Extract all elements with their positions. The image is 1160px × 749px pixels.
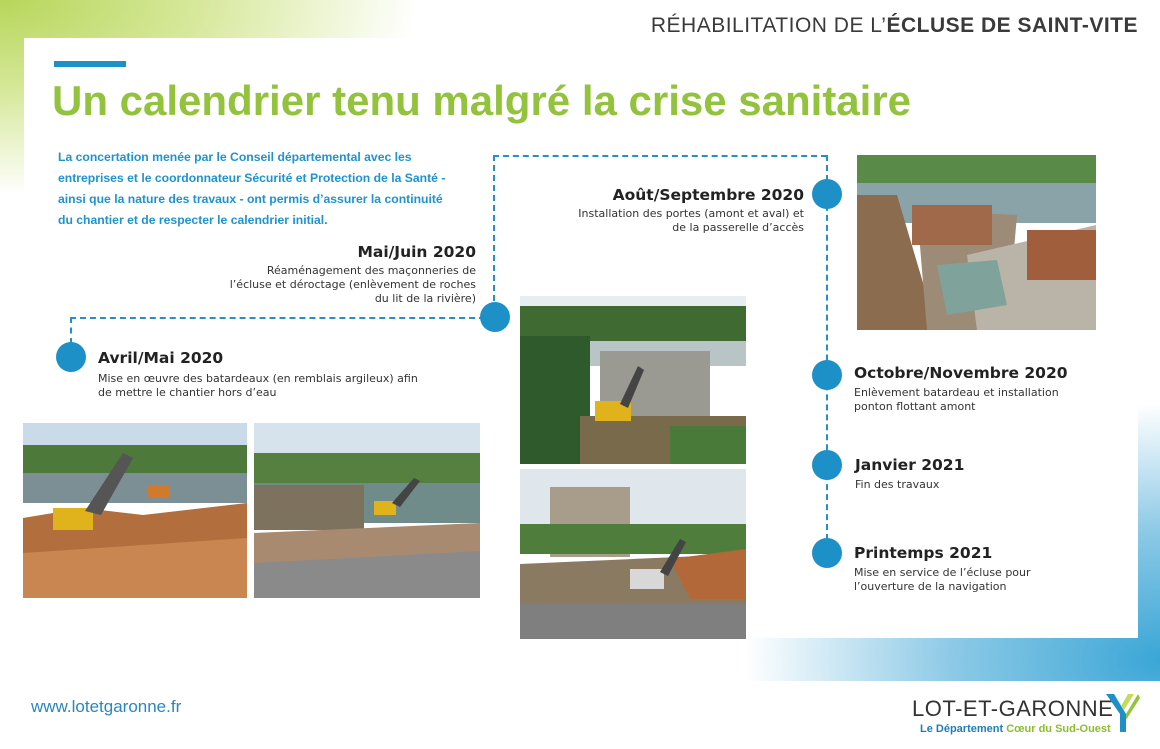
- event-title-aout-septembre-2020: Août/Septembre 2020: [612, 186, 804, 204]
- construction-photo-aerial-lock: [857, 155, 1096, 330]
- event-title-octobre-novembre-2020: Octobre/Novembre 2020: [854, 364, 1068, 382]
- logo-name: LOT-ET-GARONNE: [912, 696, 1114, 721]
- timeline-dot: [480, 302, 510, 332]
- timeline-dot: [812, 538, 842, 568]
- timeline-connector: [493, 155, 827, 157]
- event-desc-printemps-2021: Mise en service de l’écluse pour l’ouverture de la navigation: [854, 566, 1031, 593]
- event-desc-janvier-2021: Fin des travaux: [855, 478, 940, 491]
- construction-photo-lock-masonry: [520, 296, 746, 464]
- event-desc-aout-septembre-2020: Installation des portes (amont et aval) et de la passerelle d’accès: [578, 207, 804, 234]
- event-title-janvier-2021: Janvier 2021: [855, 456, 965, 474]
- timeline-dot: [56, 342, 86, 372]
- header-title-light: RÉHABILITATION DE L’: [650, 14, 887, 37]
- construction-photo-excavator-rocks: [520, 469, 746, 639]
- timeline-dot: [812, 450, 842, 480]
- event-desc-octobre-novembre-2020: Enlèvement batardeau et installation ponton flottant amont: [854, 386, 1059, 413]
- logo-tagline-text: Cœur du Sud-Ouest: [1006, 723, 1111, 735]
- event-title-mai-juin-2020: Mai/Juin 2020: [357, 243, 476, 261]
- timeline-connector: [70, 317, 72, 344]
- event-desc-mai-juin-2020: Réaménagement des maçonneries de l’écluse et déroctage (enlèvement de roches du lit de la rivière): [229, 264, 476, 305]
- department-logo-icon: [1104, 692, 1140, 734]
- website-link[interactable]: www.lotetgaronne.fr: [31, 697, 182, 716]
- timeline-connector: [70, 317, 495, 319]
- event-title-printemps-2021: Printemps 2021: [854, 544, 993, 562]
- accent-bar: [54, 61, 126, 67]
- header-title-bold: ÉCLUSE DE SAINT-VITE: [886, 14, 1138, 37]
- construction-photo-batardeau-excavator: [23, 423, 247, 598]
- timeline-connector: [826, 155, 828, 550]
- event-title-avril-mai-2020: Avril/Mai 2020: [98, 349, 224, 367]
- timeline-dot: [812, 179, 842, 209]
- logo-dept: Le Département: [920, 723, 1004, 735]
- page-title: Un calendrier tenu malgré la crise sanitaire: [52, 77, 912, 124]
- construction-photo-cofferdam: [254, 423, 480, 598]
- timeline-connector: [493, 155, 495, 301]
- logo-tagline: [920, 723, 1111, 735]
- event-desc-avril-mai-2020: Mise en œuvre des batardeaux (en remblais argileux) afin de mettre le chantier hors d’eau: [98, 372, 418, 399]
- intro-paragraph: La concertation menée par le Conseil départemental avec les entreprises et le coordonnateur Sécurité et Protection de la Santé - ainsi que la nature des travaux - ont permis d’assurer la continuité du chantier et de respecter le calendrier initial.: [58, 150, 446, 227]
- timeline-dot: [812, 360, 842, 390]
- header-title: [651, 14, 1138, 38]
